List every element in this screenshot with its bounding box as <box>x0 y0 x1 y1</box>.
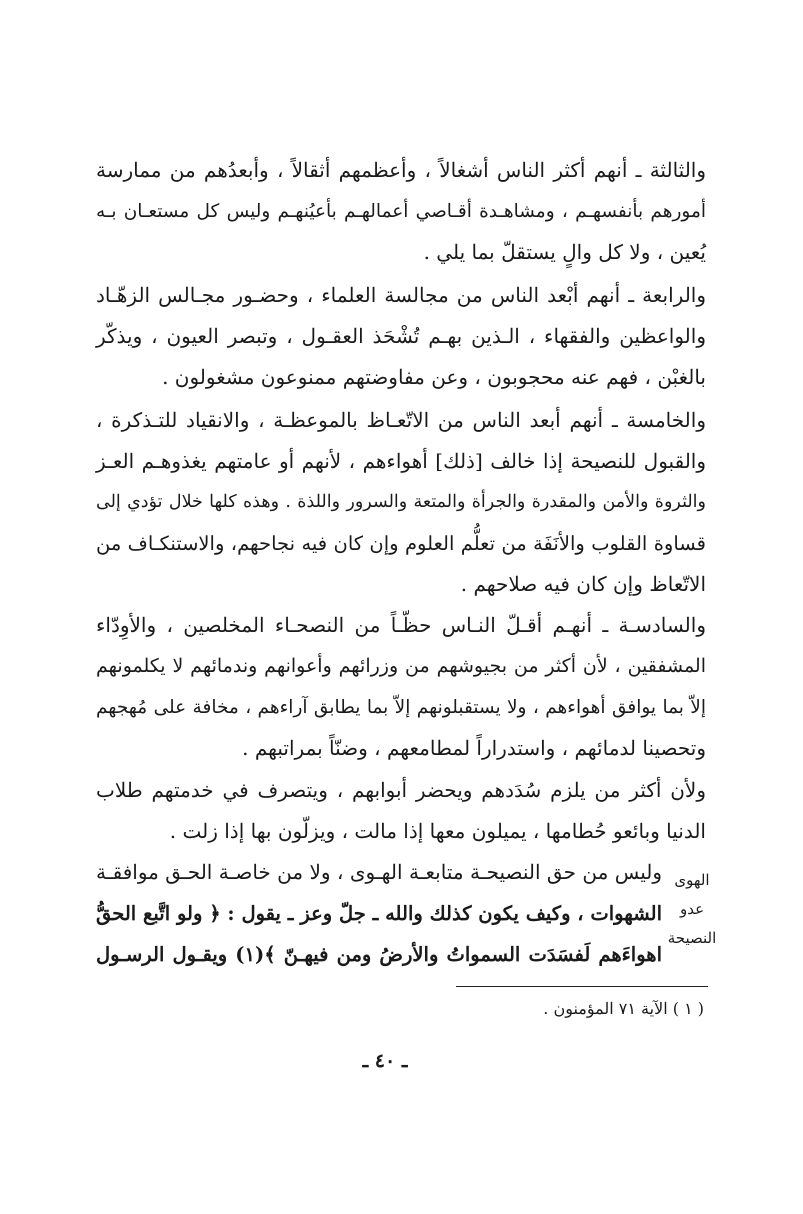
text-line: بالغبْن ، فهم عنه محجوبون ، وعن مفاوضتهم ممنوعون مشغولون . <box>162 365 706 389</box>
text-line: والثالثة ـ أنهم أكثر الناس أشغالاً ، وأعظمهم أثقالاً ، وأبعدُهم من ممارسة <box>96 158 706 182</box>
text-line: إلاّ بما يوافق أهواءهم ، ولا يستقبلونهم إلاّ بما يطابق آراءهم ، مخافة على مُهجهم <box>96 697 706 718</box>
text-line: المشفقين ، لأن أكثر من بجيوشهم من وزرائهم وأعوانهم وندمائهم لا يكلمونهم <box>96 655 706 677</box>
paragraph-advice <box>96 852 662 975</box>
text-line: ولأن أكثر من يلزم سُدَدهم ويحضر أبوابهم ، ويتصرف في خدمتهم طلاب <box>96 778 706 802</box>
text-line: وليس من حق النصيحـة متابعـة الهـوى ، ولا من خاصـة الحـق موافقـة <box>96 860 662 884</box>
margin-heading-word: الهوى <box>674 871 710 889</box>
margin-heading-word: النصيحة <box>667 929 717 947</box>
paragraph-third <box>96 150 706 273</box>
margin-heading-word: عدو <box>679 900 705 918</box>
footnote-divider <box>456 986 708 987</box>
text-line: وتحصينا لدمائهم ، واستدراراً لمطامعهم ، وضنّاً بمراتبهم . <box>242 736 706 760</box>
text-line: يُعين ، ولا كل والٍ يستقلّ بما يلي . <box>423 240 706 264</box>
paragraph-sixth <box>96 605 706 769</box>
quran-verse-line: الشهوات ، وكيف يكون كذلك والله ـ جلّ وعز ـ يقول : ﴿ ولو اتَّبع الحقُّ <box>96 902 662 925</box>
footnote: ( ١ ) الآية ٧١ المؤمنون . <box>543 999 704 1018</box>
quran-verse-line: اهواءَهم لَفسَدَت السمواتُ والأرضُ ومن فيهـنّ ﴾(١) ويقـول الرسـول <box>96 943 662 966</box>
text-line: والقبول للنصيحة إذا خالف [ذلك] أهواءهم ، لأنهم أو عامتهم يغذوهـم العـز <box>96 449 706 473</box>
text-line: والرابعة ـ أنهم أبْعد الناس من مجالسة العلماء ، وحضـور مجـالس الزهّـاد <box>96 283 706 307</box>
text-line: والواعظين والفقهاء ، الـذين بهـم تُشْحَذ العقـول ، وتبصر العيون ، ويذكّر <box>96 324 706 348</box>
paragraph-fifth <box>96 400 706 605</box>
page-number: ـ ٤٠ ـ <box>362 1050 408 1072</box>
margin-heading <box>662 866 722 953</box>
text-line: والثروة والأمن والمقدرة والجرأة والمتعة والسرور واللذة . وهذه كلها خلال تؤدي إلى <box>96 492 706 512</box>
text-line: الدنيا وبائعو حُطامها ، يميلون معها إذا مالت ، ويزلّون بها إذا زلت . <box>169 819 706 843</box>
text-line: والخامسة ـ أنهم أبعد الناس من الاتّعـاظ بالموعظـة ، والانقياد للتـذكرة ، <box>96 408 706 432</box>
paragraph-continuation <box>96 770 706 852</box>
text-line: أمورهم بأنفسهـم ، ومشاهـدة أقـاصي أعمالهـم بأعيُنهـم وليس كل مستعـان بـه <box>96 201 706 222</box>
text-line: قساوة القلوب والأنَفَة من تعلُّم العلوم وإن كان فيه نجاحهم، والاستنكـاف من <box>96 532 706 555</box>
text-line: الاتّعاظ وإن كان فيه صلاحهم . <box>460 572 706 596</box>
text-line: والسادسـة ـ أنهـم أقـلّ النـاس حظّـاً من النصحـاء المخلصين ، والأوِدّاء <box>96 613 706 637</box>
paragraph-fourth <box>96 275 706 398</box>
